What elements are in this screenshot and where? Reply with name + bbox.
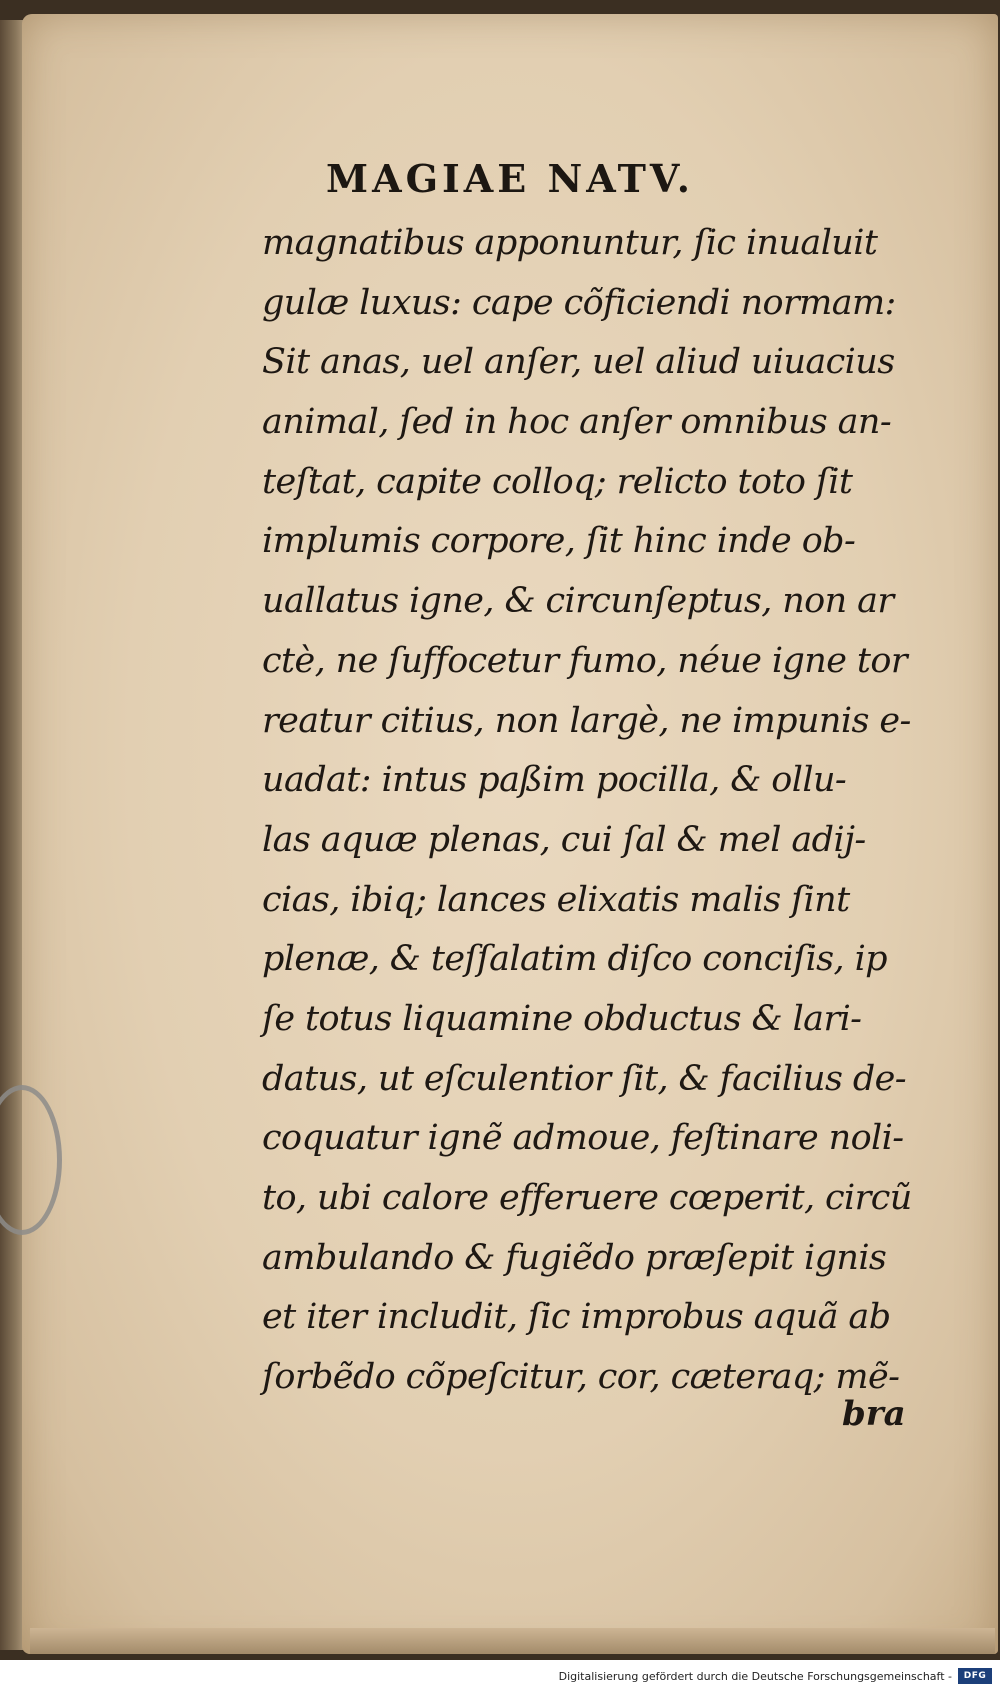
text-line: ſorbẽdo cõpeſcitur, cor, cæteraq; mẽ- <box>262 1357 900 1398</box>
text-block <box>262 214 942 1408</box>
page-leaf <box>22 14 998 1654</box>
text-line: cias, ibiq; lances elixatis malis ſint <box>262 879 850 920</box>
funding-credit: Digitalisierung gefördert durch die Deutsche Forschungsgemeinschaft - <box>558 1670 952 1683</box>
text-line: implumis corpore, ſit hinc inde ob- <box>262 521 856 562</box>
text-line: datus, ut eſculentior ſit, & facilius de- <box>262 1058 906 1099</box>
text-line: ſe totus liquamine obductus & lari- <box>262 998 862 1039</box>
dfg-logo: DFG <box>958 1668 992 1684</box>
text-line: animal, ſed in hoc anſer omnibus an- <box>262 402 892 443</box>
catchword: bra <box>842 1394 906 1434</box>
text-line: plenæ, & teſſalatim diſco conciſis, ip <box>262 939 887 980</box>
text-line: et iter includit, ſic improbus aquã ab <box>262 1297 891 1338</box>
text-line: Sit anas, uel anſer, uel aliud uiuacius <box>262 342 895 383</box>
running-head: MAGIAE NATV. <box>326 156 694 201</box>
text-line: ambulando & fugiẽdo præſepit ignis <box>262 1237 887 1278</box>
page-bottom-edge <box>30 1628 995 1654</box>
text-line: to, ubi calore efferuere cœperit, circũ <box>262 1178 912 1218</box>
text-line: uallatus igne, & circunſeptus, non ar <box>262 581 894 622</box>
text-line: reatur citius, non largè, ne impunis e- <box>262 700 911 741</box>
text-line: uadat: intus paßim pocilla, & ollu- <box>262 760 847 801</box>
text-line: las aquæ plenas, cui ſal & mel adij- <box>262 819 866 860</box>
text-line: ctè, ne ſuffocetur fumo, néue igne tor <box>262 640 907 681</box>
text-line: coquatur ignẽ admoue, feſtinare noli- <box>262 1118 904 1159</box>
text-line: magnatibus apponuntur, ſic inualuit <box>262 223 878 263</box>
footer-bar <box>0 1660 1000 1694</box>
text-line: gulæ luxus: cape cõficiendi normam: <box>262 282 896 323</box>
text-line: teſtat, capite colloq; relicto toto ſit <box>262 461 853 502</box>
